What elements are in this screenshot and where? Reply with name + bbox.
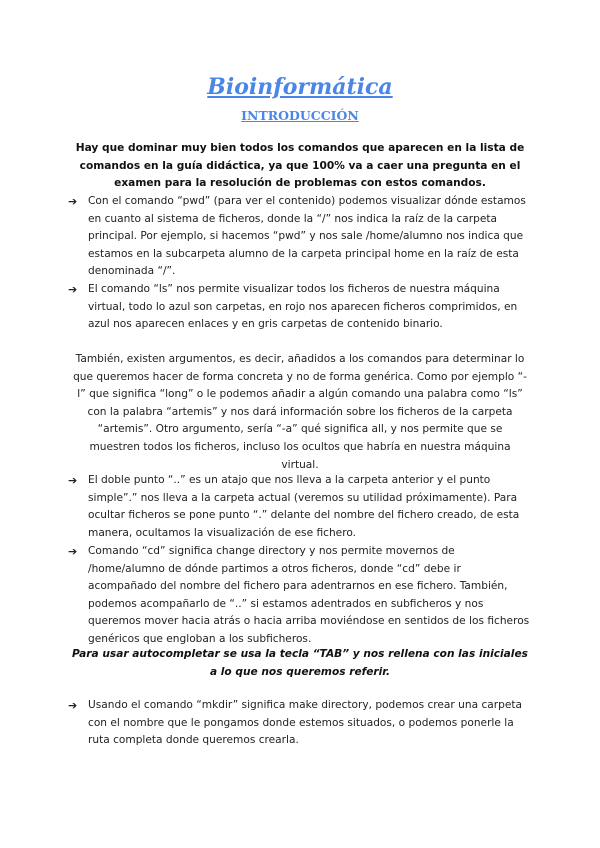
list-item-text: Comando “cd” significa change directory y nos permite movernos de /home/alumno de dónde partimos a otros ficheros, donde “cd” debe ir acompañado del nombre del fichero para adentrarnos en ese fichero. También, podemos acompañarlo de “..” si estamos adentrados en subficheros y nos queremos mover hacia atrás o hacia arriba moviéndose en sentidos de los ficheros genéricos que engloban a los subficheros. xyxy=(88,545,530,645)
list-item-mkdir xyxy=(68,697,530,750)
tab-note: Para usar autocompletar se usa la tecla “TAB” y nos rellena con las iniciales a lo que nos queremos referir. xyxy=(72,648,528,678)
list-item-dot xyxy=(68,472,530,542)
list-item-cd xyxy=(68,543,530,649)
arguments-paragraph: También, existen argumentos, es decir, añadidos a los comandos para determinar lo que queremos hacer de forma concreta y no de forma genérica. Como por ejemplo “-l” que significa “long” o le podemos añadir a algún comando una palabra como “ls” con la palabra “artemis” y nos dará información sobre los ficheros de la carpeta “artemis”. Otro argumento, sería “-a” qué significa all, y nos permite que se muestren todos los ficheros, incluso los ocultos que habría en nuestra máquina virtual. xyxy=(73,353,527,471)
list-item-text: Con el comando “pwd” (para ver el contenido) podemos visualizar dónde estamos en cuanto al sistema de ficheros, donde la “/” nos indica la raíz de la carpeta principal. Por ejemplo, si hacemos “pwd” y nos sale /home/alumno nos indica que estamos en la subcarpeta alumno de la carpeta principal home en la raíz de esta denominada “/”. xyxy=(88,195,526,278)
arrow-right-icon: ➔ xyxy=(68,283,78,296)
section-heading: INTRODUCCIÓN xyxy=(241,108,359,123)
arrow-right-icon: ➔ xyxy=(68,545,78,558)
intro-paragraph: Hay que dominar muy bien todos los comandos que aparecen en la lista de comandos en la guía didáctica, ya que 100% va a caer una pregunta en el examen para la resolución de problemas con estos comandos. xyxy=(75,142,525,190)
list-item-pwd xyxy=(68,193,530,281)
list-item-ls xyxy=(68,281,530,334)
list-item-text: El doble punto “..” es un atajo que nos lleva a la carpeta anterior y el punto simple”.” nos lleva a la carpeta actual (veremos su utilidad próximamente). Para ocultar ficheros se pone punto “.” delante del nombre del fichero creado, de esta manera, ocultamos la visualización de ese fichero. xyxy=(88,474,520,539)
list-item-text: Usando el comando “mkdir” significa make directory, podemos crear una carpeta con el nombre que le pongamos donde estemos situados, o podemos ponerle la ruta completa donde queremos crearla. xyxy=(88,699,522,747)
list-item-text: El comando “ls” nos permite visualizar todos los ficheros de nuestra máquina virtual, todo lo azul son carpetas, en rojo nos aparecen ficheros comprimidos, en azul nos aparecen enlaces y en gris carpetas de contenido binario. xyxy=(88,283,518,331)
arrow-right-icon: ➔ xyxy=(68,195,78,208)
page-title: Bioinformática xyxy=(207,74,393,100)
arrow-right-icon: ➔ xyxy=(68,699,78,712)
arrow-right-icon: ➔ xyxy=(68,474,78,487)
